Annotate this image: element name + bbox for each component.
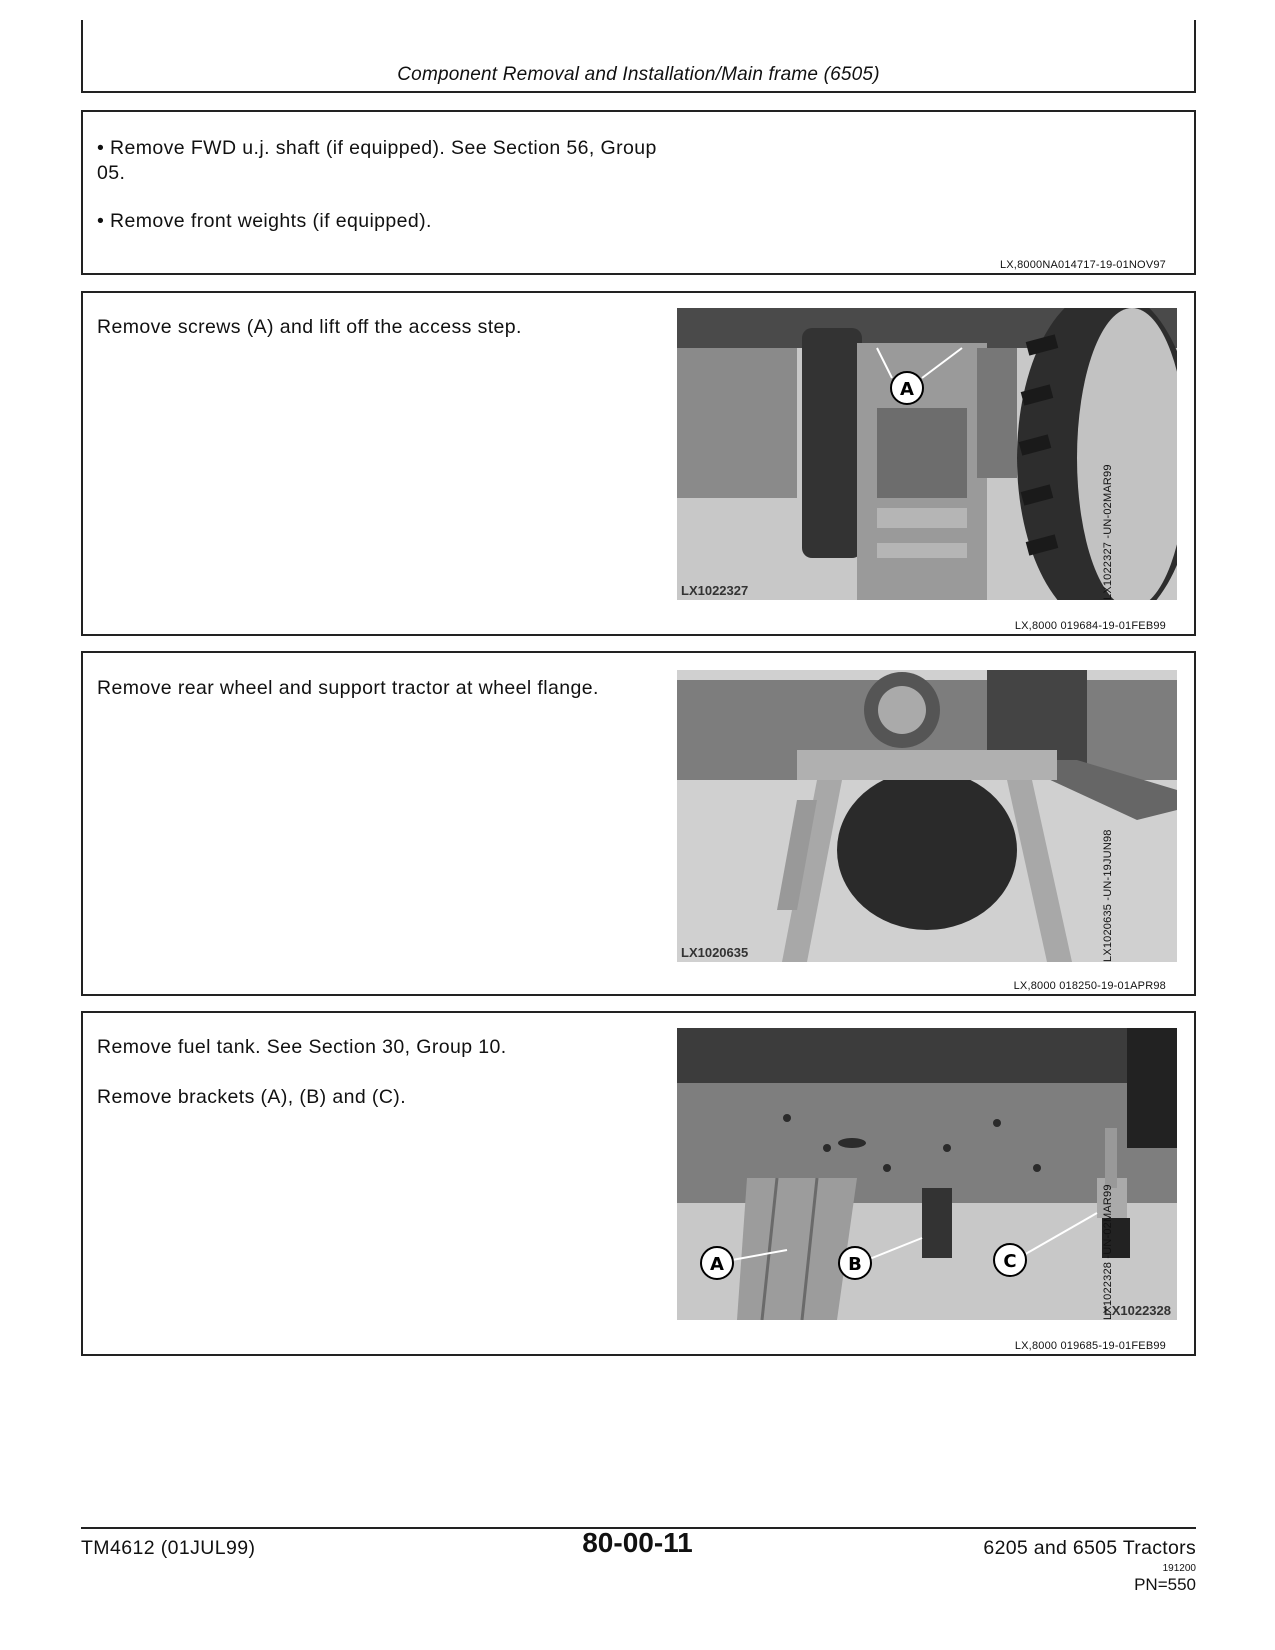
reference-code: LX,8000 019685-19-01FEB99: [1014, 1340, 1166, 1352]
instruction-block-4: [81, 1011, 1196, 1356]
instruction-text: Remove rear wheel and support tractor at wheel flange.: [97, 677, 599, 699]
side-label: LX1022327 -UN-02MAR99: [1102, 464, 1114, 600]
pn-number: PN=550: [1134, 1575, 1196, 1594]
instruction-text: • Remove FWD u.j. shaft (if equipped). See Section 56, Group 05.: [97, 137, 657, 184]
page-header: [81, 20, 1196, 93]
instruction-text: Remove fuel tank. See Section 30, Group 10.: [97, 1036, 507, 1058]
reference-code: LX,8000 018250-19-01APR98: [1013, 980, 1166, 992]
instruction-text: Remove brackets (A), (B) and (C).: [97, 1086, 407, 1108]
side-label: LX1020635 -UN-19JUN98: [1102, 829, 1114, 962]
photo-code: LX1022328: [1103, 1303, 1171, 1318]
callout-a: A: [710, 1254, 724, 1275]
manual-id: TM4612 (01JUL99): [81, 1537, 256, 1559]
instruction-text: Remove screws (A) and lift off the access step.: [97, 316, 522, 338]
date-code: 191200: [1162, 1563, 1196, 1574]
reference-code: LX,8000 019684-19-01FEB99: [1014, 620, 1166, 632]
instruction-text: • Remove front weights (if equipped).: [97, 210, 432, 232]
photo-code: LX1022327: [681, 583, 749, 598]
page-number: 80-00-11: [582, 1527, 693, 1558]
callout-c: C: [1003, 1251, 1017, 1272]
instruction-block-1: [81, 110, 1196, 275]
instruction-block-3: [81, 651, 1196, 996]
product-name: 6205 and 6505 Tractors: [983, 1537, 1196, 1559]
photo-code: LX1020635: [681, 945, 749, 960]
callout-b: B: [848, 1254, 862, 1275]
reference-code: LX,8000NA014717-19-01NOV97: [999, 259, 1166, 271]
side-label: LX1022328 -UN-02MAR99: [1102, 1184, 1114, 1320]
callout-a: A: [900, 379, 914, 400]
instruction-block-2: [81, 291, 1196, 636]
page-title: Component Removal and Installation/Main frame (6505): [397, 64, 880, 85]
